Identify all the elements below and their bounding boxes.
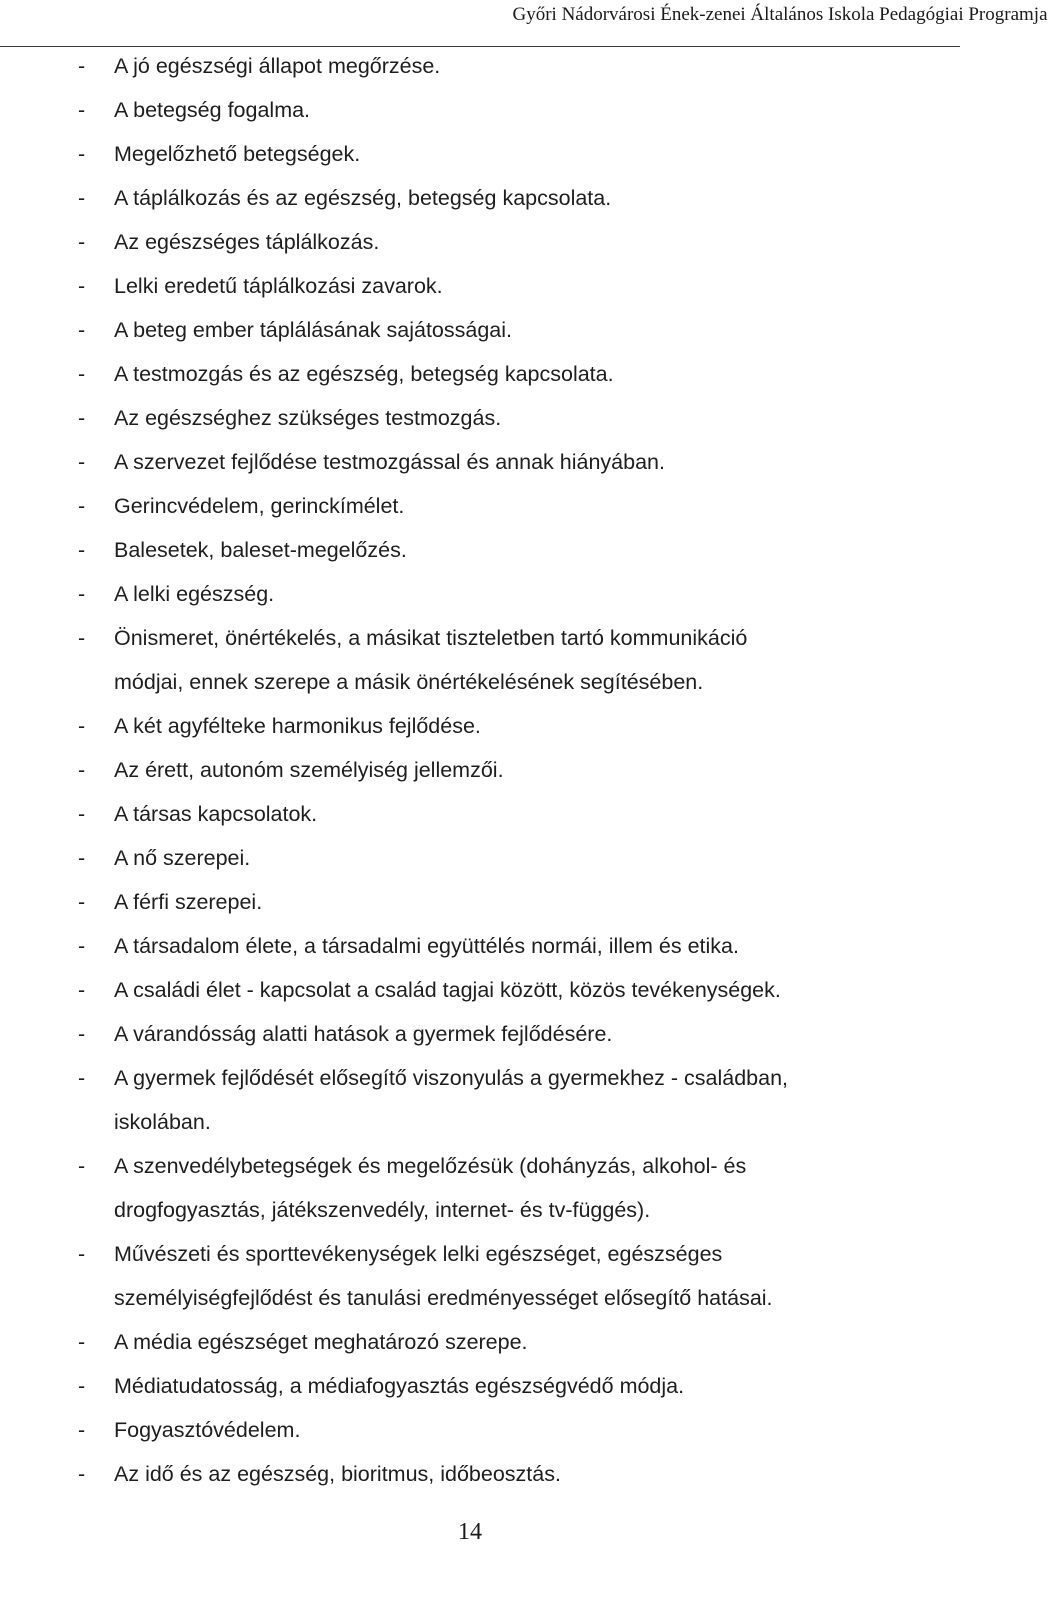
- list-item-text: Gerincvédelem, gerinckímélet.: [114, 494, 405, 518]
- topic-list: [0, 44, 960, 1496]
- list-item-text: Lelki eredetű táplálkozási zavarok.: [114, 274, 443, 298]
- list-bullet: -: [78, 98, 86, 122]
- list-bullet: -: [78, 54, 86, 78]
- list-item: [0, 836, 960, 880]
- list-item-text: A jó egészségi állapot megőrzése.: [114, 54, 441, 78]
- list-item: [0, 352, 960, 396]
- list-bullet: -: [78, 1374, 86, 1398]
- list-item: [0, 484, 960, 528]
- list-item-text: A szervezet fejlődése testmozgással és annak hiányában.: [114, 450, 665, 474]
- list-item-text: Az idő és az egészség, bioritmus, időbeosztás.: [114, 1462, 561, 1486]
- list-bullet: -: [78, 362, 86, 386]
- list-item-text: A családi élet - kapcsolat a család tagjai között, közös tevékenységek.: [114, 978, 781, 1002]
- list-item: [0, 1012, 960, 1056]
- list-bullet: -: [78, 758, 86, 782]
- list-bullet: -: [78, 802, 86, 826]
- list-item: [0, 1232, 960, 1320]
- list-item: [0, 880, 960, 924]
- list-item-text: A várandósság alatti hatások a gyermek fejlődésére.: [114, 1022, 613, 1046]
- list-item-text: A táplálkozás és az egészség, betegség kapcsolata.: [114, 186, 612, 210]
- list-item: [0, 924, 960, 968]
- list-item: [0, 1452, 960, 1496]
- list-item: [0, 132, 960, 176]
- list-bullet: -: [78, 1242, 86, 1266]
- list-item-text: A nő szerepei.: [114, 846, 251, 870]
- list-item-text: A két agyfélteke harmonikus fejlődése.: [114, 714, 481, 738]
- list-bullet: -: [78, 186, 86, 210]
- list-item: [0, 1056, 960, 1144]
- list-item-text: A férfi szerepei.: [114, 890, 263, 914]
- list-item: [0, 1408, 960, 1452]
- list-item: [0, 616, 960, 704]
- list-item: [0, 704, 960, 748]
- list-bullet: -: [78, 230, 86, 254]
- list-item: [0, 220, 960, 264]
- list-bullet: -: [78, 890, 86, 914]
- list-bullet: -: [78, 274, 86, 298]
- list-item-text: Az egészséges táplálkozás.: [114, 230, 380, 254]
- list-item-text: Fogyasztóvédelem.: [114, 1418, 301, 1442]
- list-bullet: -: [78, 1066, 86, 1090]
- list-item-text: A társas kapcsolatok.: [114, 802, 318, 826]
- list-item: [0, 1144, 960, 1232]
- list-bullet: -: [78, 450, 86, 474]
- list-bullet: -: [78, 1154, 86, 1178]
- list-bullet: -: [78, 1022, 86, 1046]
- list-item-text: A szenvedélybetegségek és megelőzésük (dohányzás, alkohol- és drogfogyasztás, játékszenvedély, internet- és tv-függés).: [114, 1154, 747, 1222]
- list-bullet: -: [78, 934, 86, 958]
- list-item-text: Médiatudatosság, a médiafogyasztás egészségvédő módja.: [114, 1374, 685, 1398]
- list-item: [0, 1320, 960, 1364]
- list-item-text: Az egészséghez szükséges testmozgás.: [114, 406, 502, 430]
- list-item: [0, 264, 960, 308]
- list-item-text: A média egészséget meghatározó szerepe.: [114, 1330, 528, 1354]
- list-bullet: -: [78, 406, 86, 430]
- page-header: [0, 0, 1048, 48]
- list-item: [0, 528, 960, 572]
- list-bullet: -: [78, 714, 86, 738]
- list-item: [0, 176, 960, 220]
- list-item: [0, 968, 960, 1012]
- list-item: [0, 792, 960, 836]
- list-item-text: A gyermek fejlődését elősegítő viszonyulás a gyermekhez - családban, iskolában.: [114, 1066, 789, 1134]
- list-item-text: A beteg ember táplálásának sajátosságai.: [114, 318, 513, 342]
- list-item: [0, 88, 960, 132]
- list-bullet: -: [78, 978, 86, 1002]
- list-item: [0, 748, 960, 792]
- list-bullet: -: [78, 1462, 86, 1486]
- list-item-text: Az érett, autonóm személyiség jellemzői.: [114, 758, 504, 782]
- list-item-text: A testmozgás és az egészség, betegség kapcsolata.: [114, 362, 614, 386]
- list-item: [0, 572, 960, 616]
- list-item: [0, 1364, 960, 1408]
- list-bullet: -: [78, 626, 86, 650]
- list-item-text: A betegség fogalma.: [114, 98, 311, 122]
- list-item-text: Balesetek, baleset-megelőzés.: [114, 538, 407, 562]
- list-bullet: -: [78, 538, 86, 562]
- list-bullet: -: [78, 1330, 86, 1354]
- list-bullet: -: [78, 846, 86, 870]
- list-bullet: -: [78, 582, 86, 606]
- list-item-text: A társadalom élete, a társadalmi együttélés normái, illem és etika.: [114, 934, 739, 958]
- list-bullet: -: [78, 318, 86, 342]
- list-bullet: -: [78, 1418, 86, 1442]
- list-item: [0, 44, 960, 88]
- list-item-text: A lelki egészség.: [114, 582, 275, 606]
- page-number: 14: [458, 1519, 482, 1545]
- document-title: Győri Nádorvárosi Ének-zenei Általános Iskola Pedagógiai Programja: [512, 4, 1048, 25]
- list-item-text: Megelőzhető betegségek.: [114, 142, 361, 166]
- list-item: [0, 308, 960, 352]
- list-bullet: -: [78, 142, 86, 166]
- list-item-text: Művészeti és sporttevékenységek lelki egészséget, egészséges személyiségfejlődést és tanulási eredményességet elősegítő hatásai.: [114, 1242, 773, 1310]
- list-item-text: Önismeret, önértékelés, a másikat tiszteletben tartó kommunikáció módjai, ennek szerepe a másik önértékelésének segítésében.: [114, 626, 748, 694]
- list-item: [0, 440, 960, 484]
- list-item: [0, 396, 960, 440]
- list-bullet: -: [78, 494, 86, 518]
